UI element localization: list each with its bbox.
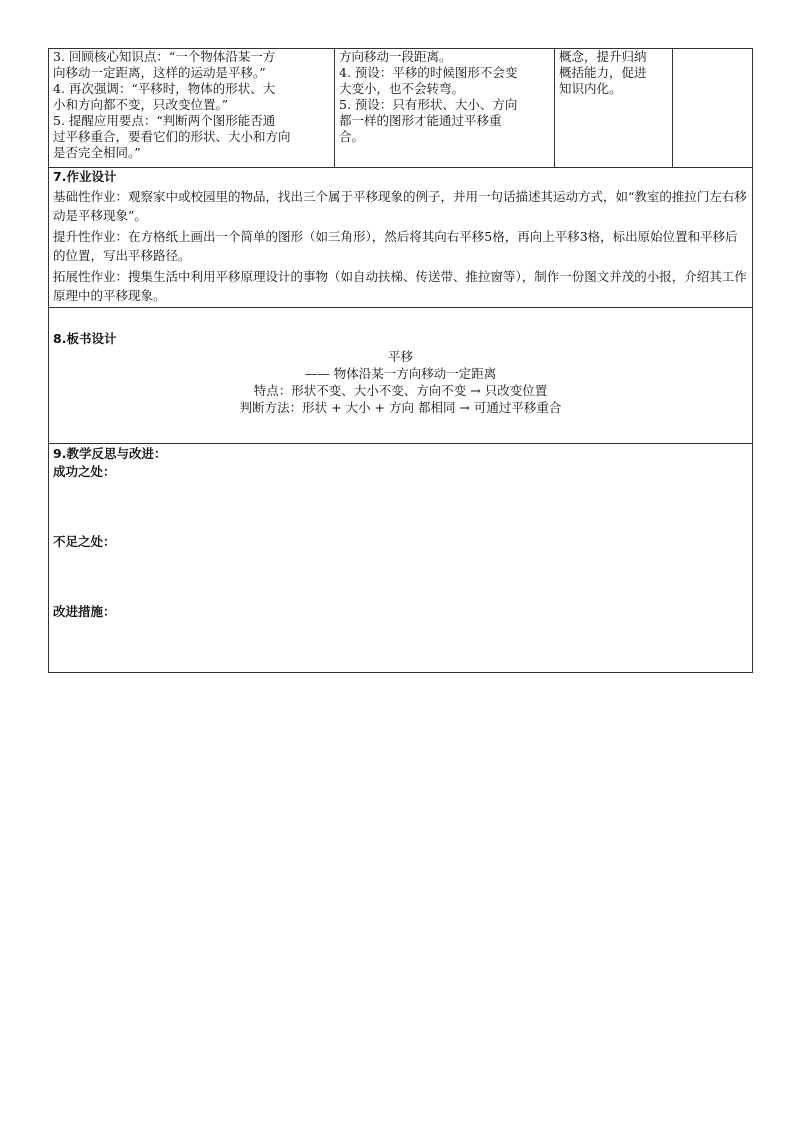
board-content xyxy=(53,348,748,416)
student-line: 方向移动一段距离。 xyxy=(339,49,452,64)
reflection-row xyxy=(49,444,753,673)
reflection-cell xyxy=(49,444,753,673)
teacher-line: 是否完全相同。” xyxy=(53,145,141,160)
shortcoming-label: 不足之处： xyxy=(53,534,116,549)
reflection-title: 9.教学反思与改进： xyxy=(53,446,167,461)
board-features: 特点：形状不变、大小不变、方向不变 → 只改变位置 xyxy=(253,383,548,398)
intent-line: 概念，提升归纳 xyxy=(559,49,647,64)
empty-cell xyxy=(673,49,753,168)
homework-title: 7.作业设计 xyxy=(53,169,117,184)
intent-line: 知识内化。 xyxy=(559,81,622,96)
student-line: 都一样的图形才能通过平移重 xyxy=(339,113,502,128)
student-line: 5. 预设：只有形状、大小、方向 xyxy=(339,97,518,112)
teacher-line: 小和方向都不变，只改变位置。” xyxy=(53,97,229,112)
homework-basic: 基础性作业：观察家中或校园里的物品，找出三个属于平移现象的例子，并用一句话描述其运动方式，如“教室的推拉门左右移动是平移现象”。 xyxy=(53,189,747,223)
student-line: 大变小，也不会转弯。 xyxy=(339,81,465,96)
student-activity-cell xyxy=(335,49,555,168)
board-design-row xyxy=(49,308,753,444)
lesson-plan-table xyxy=(48,48,753,673)
design-intent-cell xyxy=(555,49,673,168)
homework-extended: 拓展性作业：搜集生活中利用平移原理设计的事物（如自动扶梯、传送带、推拉窗等），制作一份图文并茂的小报，介绍其工作原理中的平移现象。 xyxy=(53,269,747,303)
board-heading: 平移 xyxy=(387,349,413,364)
board-design-cell xyxy=(49,308,753,444)
document-page xyxy=(48,48,752,673)
intent-line: 概括能力，促进 xyxy=(559,65,647,80)
board-title: 8.板书设计 xyxy=(53,331,117,346)
teaching-process-row xyxy=(49,49,753,168)
homework-advanced: 提升性作业：在方格纸上画出一个简单的图形（如三角形），然后将其向右平移5格，再向上平移3格，标出原始位置和平移后的位置，写出平移路径。 xyxy=(53,229,738,263)
teacher-line: 过平移重合，要看它们的形状、大小和方向 xyxy=(53,129,291,144)
teacher-line: 向移动一定距离，这样的运动是平移。” xyxy=(53,65,266,80)
student-line: 4. 预设：平移的时候图形不会变 xyxy=(339,65,518,80)
teacher-line: 4. 再次强调：“平移时，物体的形状、大 xyxy=(53,81,276,96)
board-judgement: 判断方法：形状 + 大小 + 方向 都相同 → 可通过平移重合 xyxy=(239,400,562,415)
success-label: 成功之处： xyxy=(53,464,116,479)
homework-cell xyxy=(49,168,753,308)
student-line: 合。 xyxy=(339,129,365,144)
homework-row xyxy=(49,168,753,308)
teacher-line: 5. 提醒应用要点：“判断两个图形能否通 xyxy=(53,113,276,128)
teacher-activity-cell xyxy=(49,49,335,168)
improvement-label: 改进措施： xyxy=(53,604,116,619)
teacher-line: 3. 回顾核心知识点：“一个物体沿某一方 xyxy=(53,49,276,64)
board-definition: —— 物体沿某一方向移动一定距离 xyxy=(304,366,497,381)
